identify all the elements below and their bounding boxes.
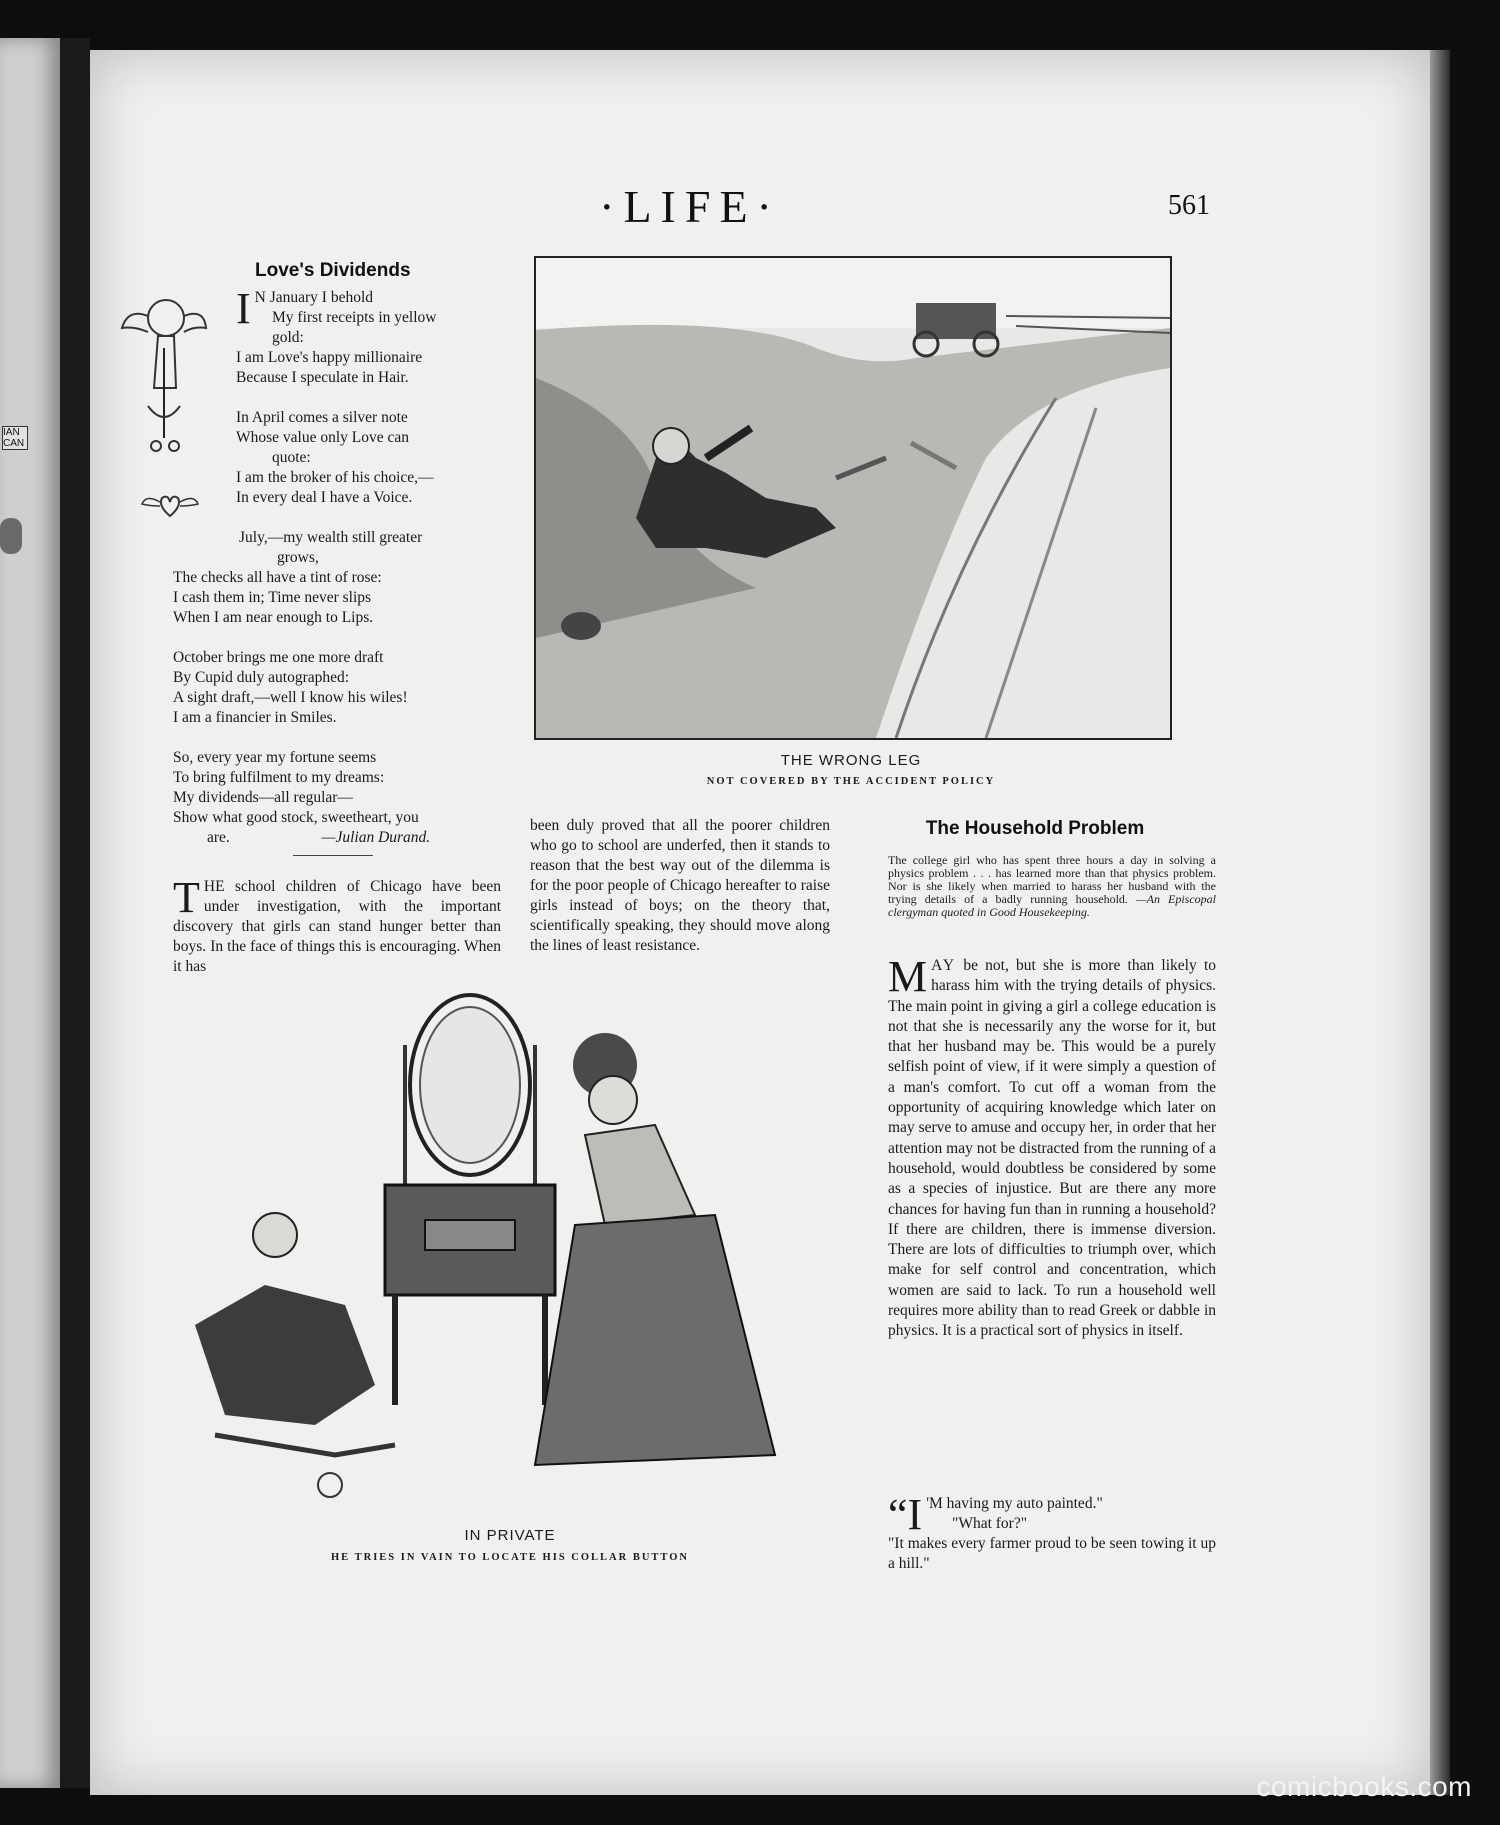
page-edge-shadow: [1430, 50, 1450, 1795]
site-watermark: comicbooks.com: [1256, 1771, 1472, 1802]
poem-line: To bring fulfilment to my dreams:: [173, 769, 385, 786]
left-page-illustration-fragment: [0, 518, 22, 554]
cupid-illustration: [118, 288, 208, 478]
poem-line: are.: [207, 829, 230, 846]
poem-line: Whose value only Love can: [236, 429, 410, 446]
poem-author: —Julian Durand.: [321, 829, 431, 846]
in-private-subcaption: HE TRIES IN VAIN TO LOCATE HIS COLLAR BUTTON: [331, 1552, 689, 1563]
joke-line-2: "What for?": [952, 1515, 1028, 1532]
joke-dropcap: “I: [888, 1490, 923, 1539]
in-private-caption: IN PRIVATE: [464, 1527, 556, 1544]
household-quote-text: The college girl who has spent three hours a day in solving a physics problem . . . has learned more than that physics problem. Nor is she likely when married to harass her husband with the trying details of a badly running household.: [888, 853, 1216, 906]
left-tag-line-1: IAN: [3, 427, 20, 438]
poem-stanza-2: [236, 408, 506, 508]
poem-line: quote:: [272, 449, 311, 466]
masthead: ·LIFE·: [599, 181, 781, 232]
household-lead: AY: [931, 957, 957, 974]
poem-line: In April comes a silver note: [236, 409, 408, 426]
poem-title: Love's Dividends: [255, 260, 411, 281]
wrong-leg-subcaption: NOT COVERED BY THE ACCIDENT POLICY: [706, 776, 996, 787]
household-quote-source: —An Episcopal clergyman quoted in Good Housekeeping.: [888, 892, 1216, 919]
joke-line-1: 'M having my auto painted.": [926, 1495, 1103, 1512]
poem-dropcap: I: [236, 284, 251, 333]
poem-stanza-5: [173, 748, 503, 848]
poem-line: N January I behold: [254, 289, 374, 306]
poem-line: When I am near enough to Lips.: [173, 609, 374, 626]
poem-stanza-4: [173, 648, 503, 728]
poem-line: I am a financier in Smiles.: [173, 709, 337, 726]
in-private-illustration: [135, 985, 855, 1525]
heart-wings-icon: [140, 488, 200, 522]
page-number: 561: [1168, 190, 1210, 221]
poem-line: October brings me one more draft: [173, 649, 384, 666]
poem-line: By Cupid duly autographed:: [173, 669, 350, 686]
chicago-text-col1: HE school children of Chicago have been under investigation, with the important discovery that girls can stand hunger better than boys. In the face of things this is encouraging. When it has: [173, 878, 501, 975]
poem-line: grows,: [277, 549, 319, 566]
poem-stanza-1: [236, 284, 506, 388]
poem-line: So, every year my fortune seems: [173, 749, 377, 766]
joke-line-3: "It makes every farmer proud to be seen towing it up a hill.": [888, 1535, 1216, 1572]
poem-stanza-3: [173, 528, 503, 628]
poem-body: [236, 284, 506, 528]
poem-line: Because I speculate in Hair.: [236, 369, 409, 386]
divider-rule: [293, 855, 373, 856]
left-page-tag: [2, 426, 28, 450]
household-body: [888, 952, 1216, 1342]
chicago-dropcap: T: [173, 873, 200, 922]
poem-line: gold:: [272, 329, 304, 346]
chicago-paragraph-col2: been duly proved that all the poorer children who go to school are underfed, then it stands to reason that the best way out of the dilemma is for the poor people of Chicago hereafter to raise girls instead of boys; on the theory that, scientifically speaking, they should move along the lines of least resistance.: [530, 817, 830, 954]
poem-line: I cash them in; Time never slips: [173, 589, 372, 606]
household-quote: [888, 854, 1216, 919]
poem-line: July,—my wealth still greater: [239, 529, 423, 546]
household-body-text: be not, but she is more than likely to harass him with the trying details of physics. The main point in giving a girl a college education is not that she is necessarily any the worse for it, but that her husband may be. This would be a purely selfish point of view, if it were simply a question of a man's comfort. To cut off a woman from the opportunity of acquiring knowledge which later on may serve to amuse and occupy her, in order that her attention may not be distracted from the running of a household, would doubtless be considered by some as a species of injustice. But are there any more chances for having fun than in running a household? If there are children, there is immense diversion. There are lots of difficulties to triumph over, which make for self control and concentration, which women are said to lack. To run a household well requires more ability than to read Greek or dabble in physics. It is a practical sort of physics in itself.: [888, 957, 1216, 1340]
poem-line: A sight draft,—well I know his wiles!: [173, 689, 408, 706]
wrong-leg-caption: THE WRONG LEG: [780, 752, 922, 769]
book-gutter: [60, 38, 90, 1788]
poem-line: My first receipts in yellow: [272, 309, 437, 326]
wrong-leg-illustration: [534, 256, 1172, 740]
left-page-edge: [0, 38, 60, 1788]
household-dropcap: M: [888, 952, 928, 1001]
poem-line: I am Love's happy millionaire: [236, 349, 423, 366]
poem-body-lower: [173, 528, 503, 848]
poem-line: My dividends—all regular—: [173, 789, 353, 806]
poem-line: The checks all have a tint of rose:: [173, 569, 382, 586]
chicago-paragraph-col1: [173, 873, 501, 977]
poem-line: I am the broker of his choice,—: [236, 469, 434, 486]
poem-line: Show what good stock, sweetheart, you: [173, 809, 419, 826]
poem-line: In every deal I have a Voice.: [236, 489, 413, 506]
left-tag-line-2: CAN: [3, 438, 25, 449]
household-title: The Household Problem: [925, 818, 1145, 839]
auto-joke: [888, 1490, 1216, 1574]
